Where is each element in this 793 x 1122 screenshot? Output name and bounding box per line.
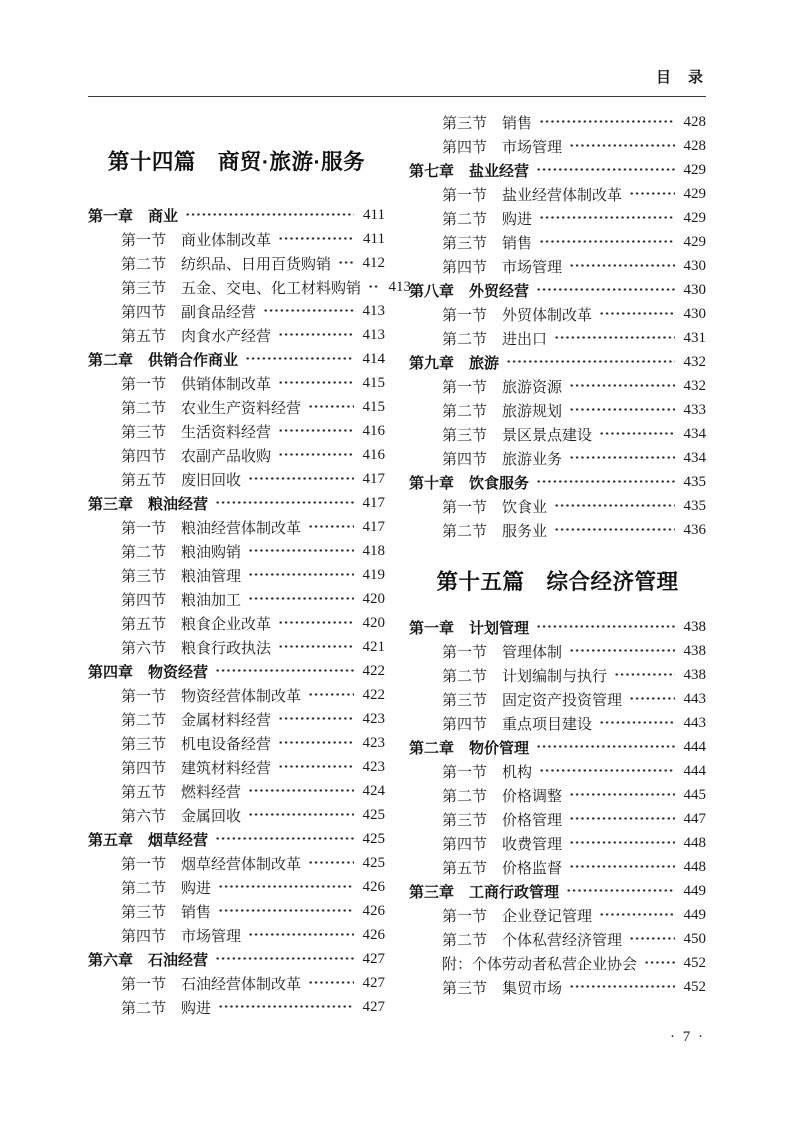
dot-leader [368,275,380,299]
entry-page: 416 [362,422,385,439]
entry-page: 413 [388,278,412,295]
entry-page: 419 [362,566,385,583]
entry-label: 第六章 石油经营 [88,951,209,969]
dot-leader [539,230,675,254]
entry-label: 第三节 固定资产投资管理 [442,692,623,709]
toc-entry [88,995,385,1019]
dot-leader [218,875,354,899]
dot-leader [569,975,675,999]
dot-leader [599,711,675,735]
entry-label: 第一节 商业体制改革 [121,232,272,249]
entry-page: 449 [683,882,706,899]
toc-entry [88,539,385,563]
toc-entry [88,347,385,371]
dot-leader [569,639,675,663]
dot-leader [218,899,354,923]
entry-label: 第二节 粮油购销 [121,544,242,561]
entry-label: 第二节 计划编制与执行 [442,668,608,685]
toc-entry [409,158,706,182]
dot-leader [215,659,354,683]
toc-entry [88,299,385,323]
entry-label: 第二节 价格调整 [442,788,563,805]
entry-label: 第四节 旅游业务 [442,451,563,468]
entry-page: 413 [362,326,385,343]
entry-label: 附：个体劳动者私营企业协会 [442,956,638,973]
toc-entry [409,446,706,470]
dot-leader [278,227,354,251]
dot-leader [215,491,354,515]
entry-label: 第四节 市场管理 [442,139,563,156]
toc-entry [409,182,706,206]
dot-leader [536,158,675,182]
dot-leader [248,779,354,803]
toc-columns [88,110,706,1019]
dot-leader [263,299,354,323]
dot-leader [506,350,675,374]
entry-page: 430 [683,257,706,274]
entry-label: 第一节 物资经营体制改革 [121,688,302,705]
entry-page: 428 [683,113,706,130]
toc-entry [88,899,385,923]
dot-leader [536,615,675,639]
entry-label: 第三节 生活资料经营 [121,424,272,441]
entry-page: 434 [683,449,706,466]
entry-page: 420 [362,614,385,631]
dot-leader [338,251,354,275]
toc-entry [409,110,706,134]
entry-label: 第二节 个体私营经济管理 [442,932,623,949]
toc-entry [88,443,385,467]
dot-leader [245,347,354,371]
entry-label: 第三节 销售 [442,115,533,132]
toc-entry [88,851,385,875]
entry-page: 411 [363,206,385,223]
entry-page: 444 [683,762,706,779]
dot-leader [569,783,675,807]
entry-label: 第一节 旅游资源 [442,379,563,396]
toc-entry [88,971,385,995]
dot-leader [308,971,354,995]
entry-page: 438 [683,618,706,635]
entry-label: 第四节 农副产品收购 [121,448,272,465]
entry-label: 第四节 市场管理 [121,928,242,945]
entry-page: 423 [362,758,385,775]
entry-label: 第二节 纺织品、日用百货购销 [121,256,332,273]
entry-label: 第四节 建筑材料经营 [121,760,272,777]
toc-entry [409,759,706,783]
entry-label: 第一节 机构 [442,764,533,781]
entry-label: 第三节 销售 [442,235,533,252]
dot-leader [569,134,675,158]
entry-page: 426 [362,902,385,919]
entry-label: 第五章 烟草经营 [88,831,209,849]
toc-entry [409,278,706,302]
toc-entry [409,855,706,879]
toc-entry [88,659,385,683]
toc-column [88,110,412,1019]
entry-page: 452 [683,978,706,995]
entry-label: 第二节 购进 [442,211,533,228]
entry-label: 第四节 粮油加工 [121,592,242,609]
entry-page: 415 [362,374,385,391]
toc-entry [88,395,385,419]
entry-label: 第三章 工商行政管理 [409,883,560,901]
entry-page: 443 [683,714,706,731]
part-title: 第十四篇 商贸·旅游·服务 [107,150,366,174]
toc-entry [88,491,385,515]
toc-entry [409,951,706,975]
toc-entry [88,923,385,947]
dot-leader [554,326,675,350]
dot-leader [629,927,675,951]
toc-entry [409,807,706,831]
entry-page: 429 [683,185,706,202]
toc-entry [409,326,706,350]
entry-page: 427 [362,950,385,967]
entry-page: 448 [683,834,706,851]
dot-leader [215,827,354,851]
entry-label: 第四节 收费管理 [442,836,563,853]
part-title: 第十五篇 综合经济管理 [436,570,679,594]
entry-page: 445 [683,786,706,803]
toc-entry [409,903,706,927]
entry-label: 第十章 饮食服务 [409,474,530,492]
dot-leader [536,470,675,494]
dot-leader [308,395,354,419]
dot-leader [599,422,675,446]
dot-leader [248,923,354,947]
dot-leader [569,398,675,422]
toc-entry [409,518,706,542]
toc-entry [88,275,412,299]
entry-label: 第九章 旅游 [409,354,500,372]
entry-page: 429 [683,209,706,226]
dot-leader [629,182,675,206]
entry-page: 433 [683,401,706,418]
entry-page: 420 [362,590,385,607]
toc-entry [409,374,706,398]
entry-page: 412 [362,254,385,271]
entry-label: 第四节 重点项目建设 [442,716,593,733]
dot-leader [278,443,354,467]
dot-leader [215,947,354,971]
entry-label: 第一节 石油经营体制改革 [121,976,302,993]
toc-entry [88,635,385,659]
toc-entry [88,203,385,227]
dot-leader [278,419,354,443]
entry-page: 411 [363,230,385,247]
dot-leader [569,807,675,831]
toc-entry [409,254,706,278]
entry-page: 426 [362,926,385,943]
entry-page: 421 [362,638,385,655]
entry-label: 第一节 外贸体制改革 [442,307,593,324]
entry-page: 417 [362,518,385,535]
entry-page: 417 [362,494,385,511]
entry-label: 第七章 盐业经营 [409,162,530,180]
entry-label: 第三节 集贸市场 [442,980,563,997]
entry-page: 425 [362,806,385,823]
entry-page: 418 [362,542,385,559]
toc-entry [409,831,706,855]
entry-page: 413 [362,302,385,319]
dot-leader [569,855,675,879]
entry-page: 424 [362,782,385,799]
header-rule [88,96,706,97]
entry-page: 425 [362,830,385,847]
entry-page: 414 [362,350,385,367]
entry-label: 第二节 金属材料经营 [121,712,272,729]
entry-label: 第一节 烟草经营体制改革 [121,856,302,873]
entry-label: 第二节 购进 [121,1000,212,1017]
entry-page: 448 [683,858,706,875]
toc-entry [409,927,706,951]
entry-label: 第三节 粮油管理 [121,568,242,585]
toc-entry [88,947,385,971]
entry-label: 第三节 机电设备经营 [121,736,272,753]
toc-entry [88,371,385,395]
entry-page: 432 [683,353,706,370]
entry-page: 447 [683,810,706,827]
toc-entry [88,515,385,539]
dot-leader [569,831,675,855]
entry-label: 第五节 废旧回收 [121,472,242,489]
dot-leader [644,951,675,975]
toc-entry [409,494,706,518]
entry-label: 第四节 市场管理 [442,259,563,276]
dot-leader [536,278,675,302]
entry-page: 430 [683,281,706,298]
toc-entry [409,735,706,759]
entry-label: 第六节 粮食行政执法 [121,640,272,657]
entry-label: 第一节 饮食业 [442,499,548,516]
dot-leader [536,735,675,759]
dot-leader [539,759,675,783]
entry-label: 第一节 盐业经营体制改革 [442,187,623,204]
entry-label: 第五节 肉食水产经营 [121,328,272,345]
entry-page: 415 [362,398,385,415]
entry-label: 第三节 景区景点建设 [442,427,593,444]
entry-page: 427 [362,998,385,1015]
entry-label: 第四节 副食品经营 [121,304,257,321]
toc-entry [88,875,385,899]
dot-leader [566,879,675,903]
toc-entry [88,731,385,755]
entry-page: 417 [362,470,385,487]
dot-leader [569,374,675,398]
toc-entry [409,422,706,446]
entry-page: 427 [362,974,385,991]
dot-leader [218,995,354,1019]
entry-page: 434 [683,425,706,442]
toc-column [409,110,706,1019]
toc-entry [409,783,706,807]
dot-leader [569,254,675,278]
entry-page: 438 [683,642,706,659]
toc-entry [409,639,706,663]
entry-label: 第一章 商业 [88,207,179,225]
dot-leader [278,371,354,395]
entry-page: 435 [683,497,706,514]
entry-label: 第一节 供销体制改革 [121,376,272,393]
toc-entry [88,323,385,347]
dot-leader [554,494,675,518]
entry-page: 416 [362,446,385,463]
entry-page: 423 [362,710,385,727]
dot-leader [278,755,354,779]
toc-entry [88,827,385,851]
toc-entry [409,302,706,326]
entry-page: 438 [683,666,706,683]
entry-label: 第八章 外贸经营 [409,282,530,300]
entry-label: 第三节 销售 [121,904,212,921]
entry-label: 第三节 价格管理 [442,812,563,829]
entry-page: 431 [683,329,706,346]
dot-leader [278,707,354,731]
entry-label: 第三节 五金、交电、化工材料购销 [121,280,362,297]
entry-label: 第二节 旅游规划 [442,403,563,420]
entry-page: 452 [683,954,706,971]
entry-label: 第一节 粮油经营体制改革 [121,520,302,537]
entry-page: 422 [362,662,385,679]
entry-page: 423 [362,734,385,751]
entry-label: 第四章 物资经营 [88,663,209,681]
dot-leader [308,515,354,539]
entry-page: 432 [683,377,706,394]
dot-leader [248,587,354,611]
dot-leader [278,611,354,635]
entry-label: 第六节 金属回收 [121,808,242,825]
entry-page: 422 [362,686,385,703]
running-head: 目 录 [655,69,704,86]
toc-entry [88,587,385,611]
toc-entry [88,611,385,635]
toc-entry [88,707,385,731]
entry-page: 426 [362,878,385,895]
entry-page: 429 [683,233,706,250]
entry-label: 第一章 计划管理 [409,619,530,637]
dot-leader [539,206,675,230]
dot-leader [278,323,354,347]
toc-entry [409,879,706,903]
toc-entry [409,663,706,687]
toc-entry [409,398,706,422]
entry-label: 第五节 粮食企业改革 [121,616,272,633]
toc-entry [409,687,706,711]
entry-label: 第二章 供销合作商业 [88,351,239,369]
dot-leader [248,563,354,587]
dot-leader [308,683,354,707]
entry-page: 444 [683,738,706,755]
toc-entry [88,755,385,779]
entry-page: 436 [683,521,706,538]
dot-leader [308,851,354,875]
entry-label: 第二节 购进 [121,880,212,897]
entry-page: 450 [683,930,706,947]
dot-leader [248,539,354,563]
toc-entry [88,779,385,803]
toc-entry [88,227,385,251]
dot-leader [248,467,354,491]
dot-leader [629,687,675,711]
entry-label: 第五节 燃料经营 [121,784,242,801]
toc-entry [409,206,706,230]
toc-entry [88,251,385,275]
entry-label: 第二节 服务业 [442,523,548,540]
toc-entry [409,350,706,374]
toc-entry [409,975,706,999]
toc-entry [409,134,706,158]
entry-label: 第五节 价格监督 [442,860,563,877]
entry-page: 430 [683,305,706,322]
entry-label: 第二节 进出口 [442,331,548,348]
toc-entry [88,803,385,827]
dot-leader [569,446,675,470]
dot-leader [599,302,675,326]
toc-entry [88,419,385,443]
entry-label: 第二章 物价管理 [409,739,530,757]
dot-leader [554,518,675,542]
toc-entry [409,711,706,735]
dot-leader [278,731,354,755]
entry-page: 428 [683,137,706,154]
entry-page: 429 [683,161,706,178]
toc-entry [409,230,706,254]
entry-page: 443 [683,690,706,707]
dot-leader [539,110,675,134]
entry-page: 435 [683,473,706,490]
toc-entry [88,683,385,707]
dot-leader [614,663,675,687]
toc-entry [409,470,706,494]
toc-entry [409,615,706,639]
toc-entry [88,563,385,587]
toc-entry [88,467,385,491]
entry-label: 第一节 企业登记管理 [442,908,593,925]
entry-page: 425 [362,854,385,871]
dot-leader [599,903,675,927]
page-number: · 7 · [670,1029,705,1045]
entry-label: 第三章 粮油经营 [88,495,209,513]
dot-leader [278,635,354,659]
entry-label: 第二节 农业生产资料经营 [121,400,302,417]
dot-leader [248,803,354,827]
dot-leader [185,203,354,227]
entry-label: 第一节 管理体制 [442,644,563,661]
entry-page: 449 [683,906,706,923]
